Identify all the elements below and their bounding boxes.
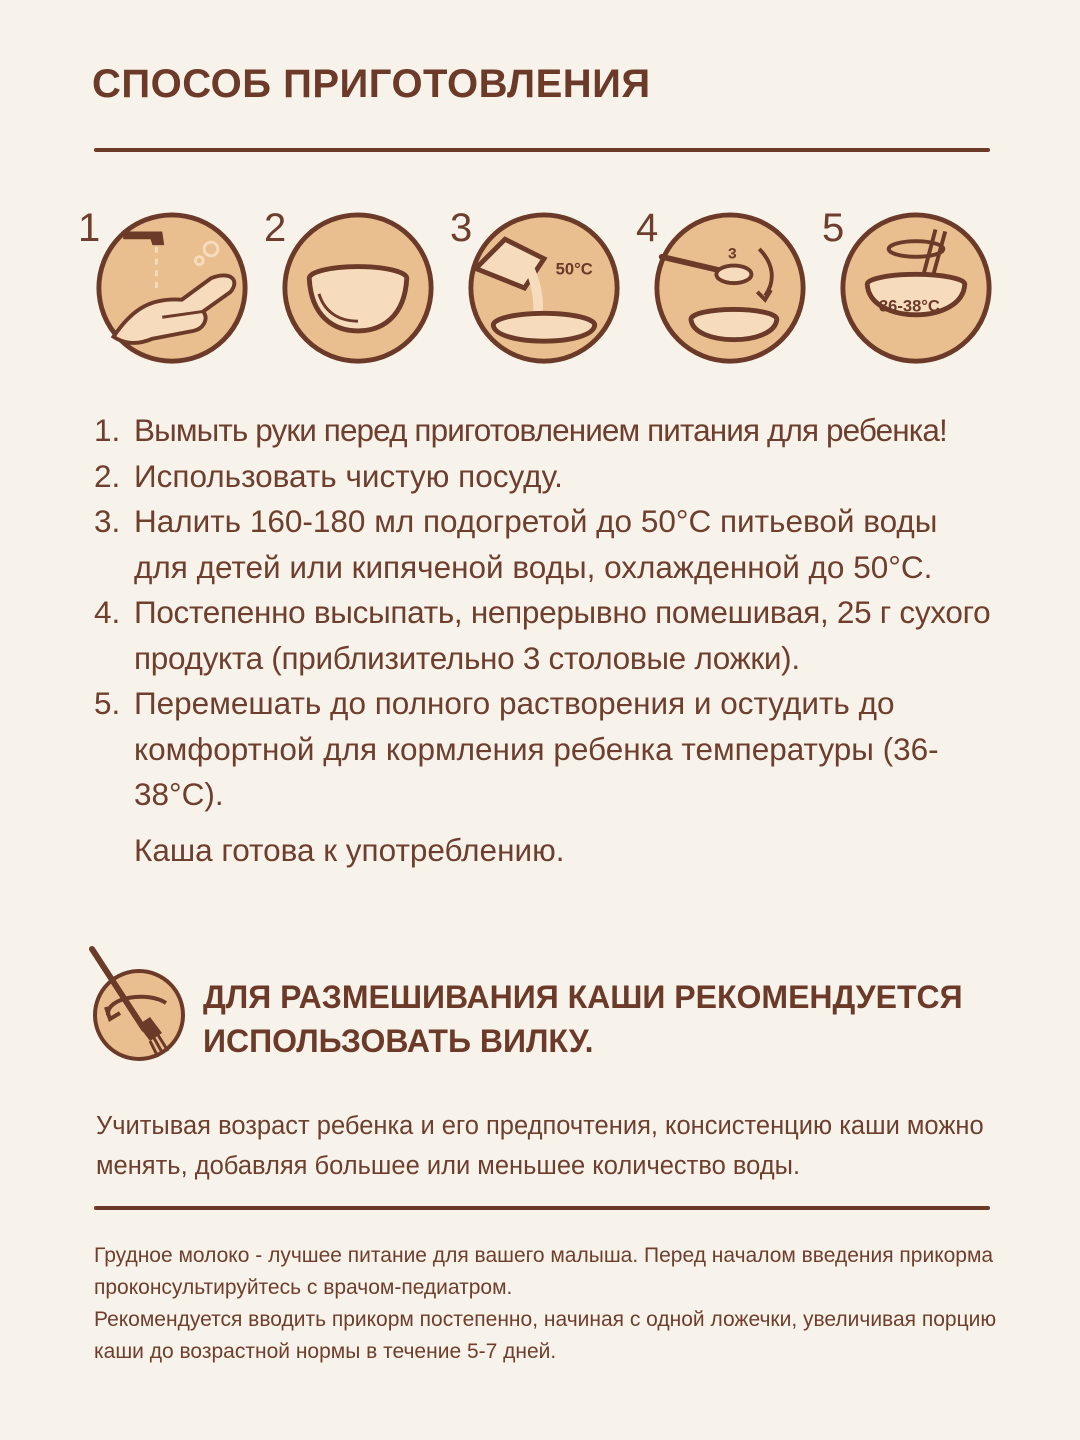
step-5 xyxy=(822,200,1002,370)
instruction-item xyxy=(94,681,1004,818)
instructions-list xyxy=(94,408,1004,873)
disclaimer-breastmilk: Грудное молоко - лучшее питание для вашего малыша. Перед началом введения прикорма проконсультируйтесь с врачом-педиатром. xyxy=(94,1244,994,1299)
disclaimer xyxy=(94,1240,1004,1368)
bowl-icon xyxy=(280,210,436,366)
instruction-item xyxy=(94,590,1004,681)
instruction-number: 3. xyxy=(94,503,121,539)
spoon-icon xyxy=(652,210,808,366)
instruction-number: 5. xyxy=(94,685,121,721)
instruction-text: Вымыть руки перед приготовлением питания для ребенка! xyxy=(134,412,947,448)
consistency-note: Учитывая возраст ребенка и его предпочтения, консистенцию каши можно менять, добавляя большее или меньшее количество воды. xyxy=(96,1112,984,1180)
step-1 xyxy=(78,200,258,370)
instruction-text: Перемешать до полного растворения и остудить до комфортной для кормления ребенка температуры (36-38°С). xyxy=(134,685,939,812)
fork-icon xyxy=(88,945,190,1065)
instruction-item xyxy=(94,499,1004,590)
temp-label: 50°C xyxy=(555,259,593,279)
spoon-count-label: 3 xyxy=(728,245,737,263)
instruction-number: 2. xyxy=(94,457,121,494)
instruction-text: Налить 160-180 мл подогретой до 50°С питьевой воды для детей или кипяченой воды, охлажденной до 50°С. xyxy=(134,503,938,585)
step-number: 2 xyxy=(264,206,287,250)
page-title: СПОСОБ ПРИГОТОВЛЕНИЯ xyxy=(92,62,651,106)
instruction-item xyxy=(94,454,1004,500)
steps-icons-row xyxy=(78,200,1008,370)
stir-bowl-icon xyxy=(838,210,994,366)
disclaimer-introduction: Рекомендуется вводить прикорм постепенно, начиная с одной ложечки, увеличивая порцию каши до возрастной нормы в течение 5-7 дней. xyxy=(94,1308,997,1363)
pour-water-icon xyxy=(466,210,622,366)
step-number: 5 xyxy=(822,206,845,250)
step-2 xyxy=(264,200,444,370)
bottom-divider xyxy=(94,1206,990,1210)
step-number: 1 xyxy=(78,206,101,250)
instruction-text: Использовать чистую посуду. xyxy=(134,457,563,494)
step-number: 3 xyxy=(450,206,473,250)
step-number: 4 xyxy=(636,206,659,250)
temp-label: 36-38°C xyxy=(878,296,940,316)
top-divider xyxy=(94,148,990,152)
instruction-number: 1. xyxy=(94,412,121,448)
step-4 xyxy=(636,200,816,370)
instruction-number: 4. xyxy=(94,594,121,630)
ready-text: Каша готова к употреблению. xyxy=(134,831,565,868)
step-3 xyxy=(450,200,630,370)
hands-washing-icon xyxy=(94,210,250,366)
instruction-item xyxy=(94,408,1004,454)
fork-recommendation: ДЛЯ РАЗМЕШИВАНИЯ КАШИ РЕКОМЕНДУЕТСЯ ИСПОЛЬЗОВАТЬ ВИЛКУ. xyxy=(203,979,963,1059)
instruction-text: Постепенно высыпать, непрерывно помешивая, 25 г сухого продукта (приблизительно 3 столовые ложки). xyxy=(134,594,991,676)
